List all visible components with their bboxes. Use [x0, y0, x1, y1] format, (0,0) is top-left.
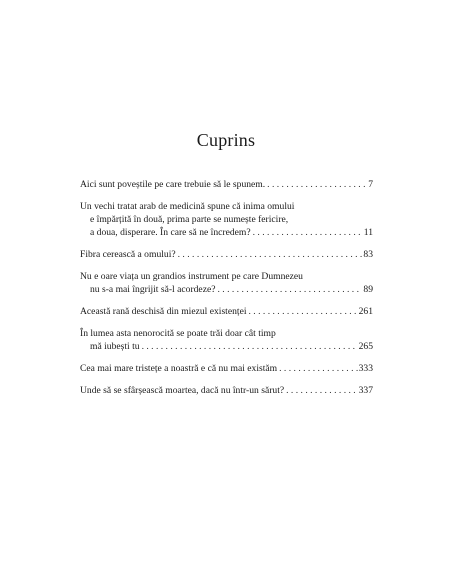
toc-entry: [80, 200, 373, 239]
toc-entry-text: mă iubești tu: [90, 341, 140, 352]
toc-page-number: 261: [358, 306, 373, 317]
toc-page-number: 11: [363, 227, 373, 238]
toc-page-number: 89: [363, 284, 373, 295]
toc-entry: [80, 362, 373, 375]
toc-entry-text: a doua, disperare. În care să ne încredem?: [90, 227, 251, 238]
toc-entry: [80, 248, 373, 261]
toc-entry-text: Nu e oare viața un grandios instrument pe care Dumnezeu: [80, 271, 303, 282]
toc-entry: [80, 305, 373, 318]
dot-leader: [142, 340, 358, 353]
toc-page-number: 265: [358, 341, 373, 352]
dot-leader: [286, 384, 357, 397]
toc-entry-text: Cea mai mare tristețe a noastră e că nu mai existăm: [80, 363, 278, 374]
toc-entry: [80, 327, 373, 353]
toc-entry-text: Această rană deschisă din miezul existenței: [80, 306, 247, 317]
toc-page-number: 7: [368, 179, 373, 190]
toc-entry-text: Aici sunt poveștile pe care trebuie să le spunem.: [80, 179, 266, 190]
dot-leader: [217, 283, 362, 296]
toc-page-number: 337: [358, 385, 373, 396]
toc-entry-text: Un vechi tratat arab de medicină spune că inima omului: [80, 201, 295, 212]
dot-leader: [267, 178, 367, 191]
table-of-contents: [80, 178, 373, 406]
dot-leader: [253, 226, 363, 239]
toc-entry: [80, 178, 373, 191]
toc-entry-text: Unde să se sfârșească moartea, dacă nu într-un sărut?: [80, 385, 285, 396]
toc-entry-text: e împărțită în două, prima parte se numește fericire,: [90, 214, 289, 225]
toc-entry: [80, 384, 373, 397]
page-title: Cuprins: [196, 130, 256, 150]
dot-leader: [279, 362, 357, 375]
dot-leader: [249, 305, 358, 318]
toc-entry-text: În lumea asta nenorocită se poate trăi doar cât timp: [80, 328, 276, 339]
toc-page-number: 333: [358, 363, 373, 374]
toc-entry: [80, 270, 373, 296]
toc-entry-text: Fibra cerească a omului?: [80, 249, 176, 260]
dot-leader: [178, 248, 363, 261]
toc-page-number: 83: [363, 249, 373, 260]
toc-entry-text: nu s-a mai îngrijit să-l acordeze?: [90, 284, 216, 295]
